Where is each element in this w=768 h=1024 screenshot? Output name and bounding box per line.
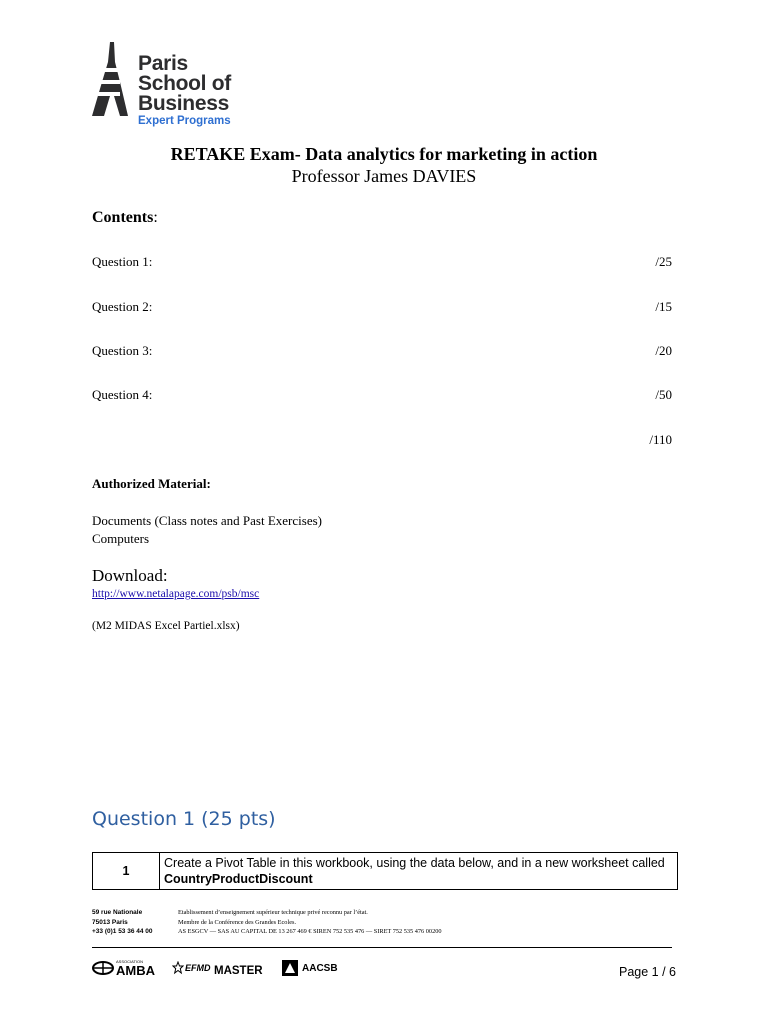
contents-label: Contents xyxy=(92,209,154,226)
exam-title-text: RETAKE Exam- Data analytics for marketing in action xyxy=(170,144,598,164)
question-points: /20 xyxy=(655,343,672,358)
master-label xyxy=(214,961,263,981)
contents-colon: : xyxy=(153,209,158,226)
exam-title xyxy=(0,144,768,165)
authorized-item: Computers xyxy=(92,531,150,546)
legal-line: Etablissement d’enseignement supérieur technique privé reconnu par l’état. xyxy=(178,909,368,916)
aacsb-logo xyxy=(282,958,338,978)
contents-row xyxy=(92,387,672,403)
logo-line-1: Paris xyxy=(138,52,188,75)
amba-small-text: ASSOCIATION xyxy=(116,958,144,964)
footer-address xyxy=(92,908,153,937)
download-link[interactable]: http://www.netalapage.com/psb/msc xyxy=(92,588,260,600)
professor-name: Professor James DAVIES xyxy=(291,166,477,186)
question-1-table xyxy=(92,852,678,890)
efmd-star-icon xyxy=(172,961,184,975)
question-points: /15 xyxy=(655,299,672,314)
download-heading: Download: xyxy=(92,566,168,585)
logo-subtitle: Expert Programs xyxy=(138,115,231,127)
contents-row xyxy=(92,254,672,270)
task-number: 1 xyxy=(93,853,160,890)
authorized-item: Documents (Class notes and Past Exercises) xyxy=(92,513,322,528)
contents-row xyxy=(92,343,672,359)
address-line: 59 rue Nationale xyxy=(92,909,143,916)
efmd-logo xyxy=(172,958,211,978)
school-logo xyxy=(92,42,252,132)
task-sheet-name: CountryProductDiscount xyxy=(164,872,313,886)
table-row xyxy=(93,853,678,890)
total-points: /110 xyxy=(649,432,672,447)
task-description xyxy=(160,853,678,890)
task-text: Create a Pivot Table in this workbook, using the data below, and in a new worksheet called xyxy=(164,856,665,870)
amba-logo xyxy=(92,958,155,978)
aacsb-shield-icon xyxy=(282,960,298,976)
logo-line-3: Business xyxy=(138,92,229,115)
question-label: Question 1: xyxy=(92,254,153,269)
address-line: +33 (0)1 53 36 44 00 xyxy=(92,928,153,935)
authorized-material-heading: Authorized Material: xyxy=(92,476,211,491)
download-filename: (M2 MIDAS Excel Partiel.xlsx) xyxy=(92,620,240,632)
efmd-text: EFMD xyxy=(185,963,211,973)
question-points: /50 xyxy=(655,387,672,402)
footer-legal xyxy=(178,908,442,937)
question-label: Question 3: xyxy=(92,343,153,358)
master-text: MASTER xyxy=(214,965,263,977)
question-1-heading: Question 1 (25 pts) xyxy=(92,808,276,830)
logo-line-2: School of xyxy=(138,72,231,95)
page-number: Page 1 / 6 xyxy=(619,965,676,979)
address-line: 75013 Paris xyxy=(92,918,128,926)
footer-divider xyxy=(92,947,672,948)
eiffel-tower-icon xyxy=(92,42,134,116)
amba-text: AMBA xyxy=(116,962,155,978)
question-points: /25 xyxy=(655,254,672,269)
aacsb-text: AACSB xyxy=(302,962,338,974)
legal-line: AS ESGCV — SAS AU CAPITAL DE 13 267 469 € SIREN 752 535 476 — SIRET 752 535 476 00200 xyxy=(178,928,442,935)
legal-line: Membre de la Conférence des Grandes Ecoles. xyxy=(178,918,297,926)
question-label: Question 2: xyxy=(92,299,153,314)
contents-heading xyxy=(92,209,158,227)
contents-row xyxy=(92,299,672,315)
question-label: Question 4: xyxy=(92,387,153,402)
amba-globe-icon xyxy=(92,961,114,975)
